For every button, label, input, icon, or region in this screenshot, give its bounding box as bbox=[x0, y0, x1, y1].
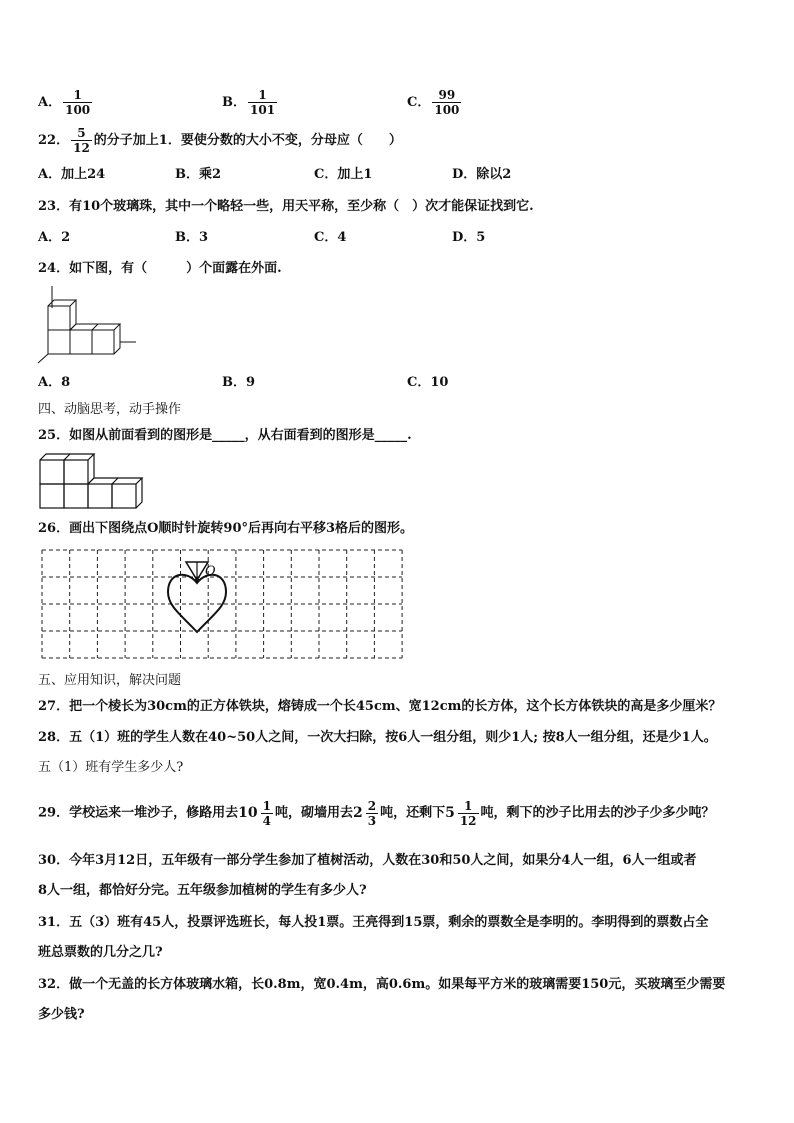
question-text: 的分子加上1．要使分数的大小不变，分母应（ ） bbox=[93, 133, 402, 148]
q23-option-b: B．3 bbox=[175, 230, 209, 245]
mixed-number: 5 $\frac{1}{12}$ bbox=[445, 798, 477, 828]
q25-cube-figure bbox=[38, 452, 150, 512]
q22-question bbox=[38, 126, 402, 155]
mixed-number: 2 $\frac{2}{3}$ bbox=[352, 798, 377, 828]
q25-question: 25．如图从前面看到的图形是_____，从右面看到的图形是_____. bbox=[38, 428, 412, 443]
question-text: 29．学校运来一堆沙子，修路用去 bbox=[38, 805, 239, 821]
fraction: $\frac{1}{100}$ bbox=[65, 88, 91, 117]
q22-option-b: B．乘2 bbox=[175, 167, 222, 182]
q22-option-d: D．除以2 bbox=[452, 167, 512, 182]
q23-option-c: C．4 bbox=[314, 230, 347, 245]
option-letter: A． bbox=[38, 95, 62, 110]
q31-question-line2: 班总票数的几分之几? bbox=[38, 945, 163, 960]
q23-option-d: D．5 bbox=[452, 230, 486, 245]
q24-question: 24．如下图，有（ ）个面露在外面. bbox=[38, 261, 282, 276]
q30-question-line1: 30．今年3月12日，五年级有一部分学生参加了植树活动，人数在30和50人之间，如果分4人一组，6人一组或者 bbox=[38, 853, 697, 868]
q24-cube-figure bbox=[36, 284, 140, 364]
q21-option-c bbox=[407, 88, 463, 117]
question-text: 吨，剩下的沙子比用去的沙子少多少吨？ bbox=[480, 805, 715, 821]
option-letter: C． bbox=[407, 95, 431, 110]
fraction: $\frac{1}{101}$ bbox=[250, 88, 276, 117]
mixed-number: 10 $\frac{1}{4}$ bbox=[238, 798, 271, 828]
q21-option-b bbox=[222, 88, 279, 117]
q32-question-line2: 多少钱? bbox=[38, 1007, 85, 1022]
q21-option-a bbox=[38, 88, 94, 117]
heart-shape bbox=[168, 575, 226, 632]
q26-dashed-grid bbox=[40, 548, 404, 662]
q30-question-line2: 8人一组，都恰好分完。五年级参加植树的学生有多少人? bbox=[38, 883, 367, 898]
q23-question: 23．有10个玻璃珠，其中一个略轻一些，用天平称，至少称（ ）次才能保证找到它. bbox=[38, 199, 534, 214]
q24-option-b: B．9 bbox=[222, 375, 256, 390]
question-text: 吨，砌墙用去 bbox=[274, 805, 353, 821]
q24-option-a: A．8 bbox=[38, 375, 71, 390]
q28-question-line1: 28．五（1）班的学生人数在40~50人之间，一次大扫除，按6人一组分组，则少1人; 按8人一组分组，还是少1人。 bbox=[38, 730, 717, 745]
section-heading-5: 五、应用知识，解决问题 bbox=[38, 673, 182, 688]
q28-question-line2: 五（1）班有学生多少人? bbox=[38, 760, 184, 775]
option-letter: B． bbox=[222, 95, 246, 110]
fraction: $\frac{5}{12}$ bbox=[73, 126, 90, 155]
q27-question: 27．把一个棱长为30cm的正方体铁块，熔铸成一个长45cm、宽12cm的长方体，这个长方体铁块的高是多少厘米？ bbox=[38, 699, 722, 714]
q22-option-c: C．加上1 bbox=[314, 167, 373, 182]
q31-question-line1: 31．五（3）班有45人，投票评选班长，每人投1票。王亮得到15票，剩余的票数全是李明的。李明得到的票数占全 bbox=[38, 915, 709, 930]
fraction: $\frac{99}{100}$ bbox=[434, 88, 460, 117]
question-text: 吨，还剩下 bbox=[380, 805, 446, 821]
q24-option-c: C．10 bbox=[407, 375, 449, 390]
q32-question-line1: 32．做一个无盖的长方体玻璃水箱，长0.8m，宽0.4m，高0.6m。如果每平方米的玻璃需要150元，买玻璃至少需要 bbox=[38, 977, 726, 992]
q23-option-a: A．2 bbox=[38, 230, 71, 245]
question-number: 22． bbox=[38, 133, 70, 148]
q26-question: 26．画出下图绕点O顺时针旋转90°后再向右平移3格后的图形。 bbox=[38, 521, 414, 536]
q29-question bbox=[38, 793, 715, 834]
section-heading-4: 四、动脑思考，动手操作 bbox=[38, 402, 182, 417]
point-o-dot bbox=[195, 578, 199, 582]
q22-option-a: A．加上24 bbox=[38, 167, 106, 182]
point-o-label: O bbox=[205, 564, 216, 579]
